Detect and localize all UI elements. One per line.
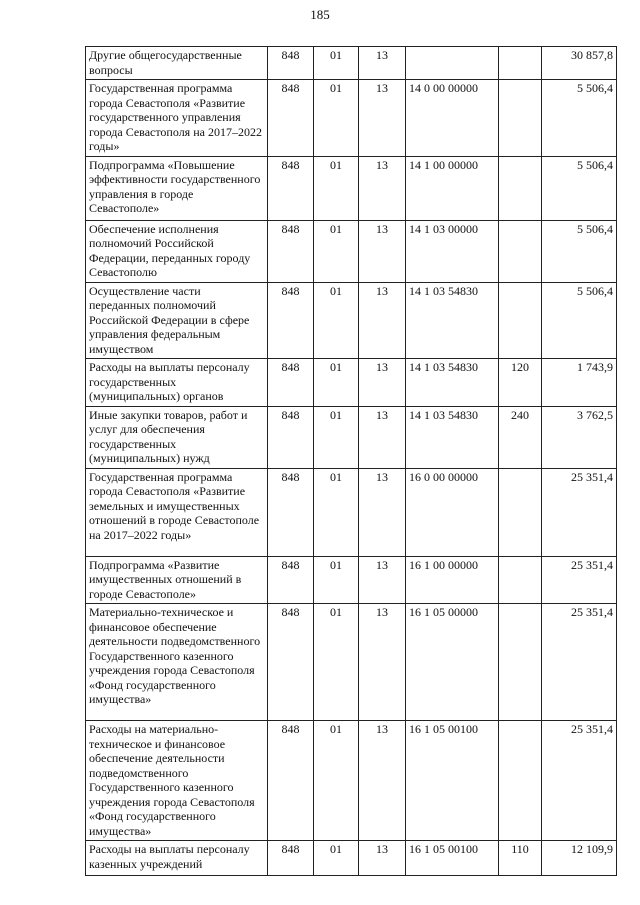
row-ved: 848 [268, 80, 314, 157]
row-pr: 13 [359, 156, 406, 220]
row-rz: 01 [314, 406, 359, 468]
row-ved: 848 [268, 406, 314, 468]
row-rz: 01 [314, 468, 359, 556]
row-sum: 5 506,4 [542, 220, 617, 282]
row-csr: 14 1 03 54830 [406, 359, 499, 407]
row-vr [499, 604, 542, 721]
row-rz: 01 [314, 721, 359, 841]
row-name: Иные закупки товаров, работ и услуг для обеспечения государственных (муниципальных) нужд [86, 406, 268, 468]
row-sum: 25 351,4 [542, 468, 617, 556]
row-name: Расходы на выплаты персоналу государственных (муниципальных) органов [86, 359, 268, 407]
page-number: 185 [310, 7, 330, 22]
row-ved: 848 [268, 721, 314, 841]
row-pr: 13 [359, 359, 406, 407]
row-vr [499, 220, 542, 282]
row-csr: 14 0 00 00000 [406, 80, 499, 157]
table-row [86, 220, 617, 282]
row-ved: 848 [268, 556, 314, 604]
budget-table [85, 46, 617, 876]
row-rz: 01 [314, 220, 359, 282]
row-vr: 120 [499, 359, 542, 407]
table-row [86, 468, 617, 556]
row-name: Другие общегосударственные вопросы [86, 47, 268, 80]
row-pr: 13 [359, 721, 406, 841]
row-csr: 16 1 05 00100 [406, 841, 499, 876]
row-vr [499, 156, 542, 220]
row-csr [406, 47, 499, 80]
table-row [86, 156, 617, 220]
row-sum: 30 857,8 [542, 47, 617, 80]
table-row [86, 80, 617, 157]
row-ved: 848 [268, 841, 314, 876]
table-row [86, 359, 617, 407]
row-name: Материально-техническое и финансовое обеспечение деятельности подведомственного Государственного казенного учреждения города Севастополя «Фонд государственного имущества» [86, 604, 268, 721]
row-ved: 848 [268, 604, 314, 721]
row-sum: 25 351,4 [542, 556, 617, 604]
row-sum: 25 351,4 [542, 721, 617, 841]
row-vr [499, 468, 542, 556]
row-name: Осуществление части переданных полномочий Российской Федерации в сфере управления федеральным имуществом [86, 282, 268, 359]
row-csr: 14 1 03 54830 [406, 282, 499, 359]
row-pr: 13 [359, 220, 406, 282]
row-rz: 01 [314, 556, 359, 604]
row-name: Подпрограмма «Повышение эффективности государственного управления в городе Севастополе» [86, 156, 268, 220]
row-sum: 1 743,9 [542, 359, 617, 407]
table-row [86, 841, 617, 876]
table-row [86, 556, 617, 604]
row-csr: 16 0 00 00000 [406, 468, 499, 556]
row-rz: 01 [314, 80, 359, 157]
row-vr: 110 [499, 841, 542, 876]
row-ved: 848 [268, 220, 314, 282]
row-ved: 848 [268, 156, 314, 220]
table-row [86, 406, 617, 468]
row-vr [499, 47, 542, 80]
table-row [86, 604, 617, 721]
row-rz: 01 [314, 604, 359, 721]
row-pr: 13 [359, 47, 406, 80]
row-name: Расходы на выплаты персоналу казенных учреждений [86, 841, 268, 876]
row-csr: 16 1 00 00000 [406, 556, 499, 604]
row-vr [499, 556, 542, 604]
row-ved: 848 [268, 47, 314, 80]
row-pr: 13 [359, 604, 406, 721]
row-csr: 14 1 03 54830 [406, 406, 499, 468]
row-sum: 5 506,4 [542, 80, 617, 157]
table-row [86, 47, 617, 80]
row-csr: 16 1 05 00000 [406, 604, 499, 721]
row-pr: 13 [359, 468, 406, 556]
table-row [86, 721, 617, 841]
row-rz: 01 [314, 841, 359, 876]
row-sum: 3 762,5 [542, 406, 617, 468]
row-sum: 5 506,4 [542, 282, 617, 359]
row-sum: 12 109,9 [542, 841, 617, 876]
row-pr: 13 [359, 406, 406, 468]
table-row [86, 282, 617, 359]
row-name: Расходы на материально-техническое и финансовое обеспечение деятельности подведомственного Государственного казенного учреждения города Севастополя «Фонд государственного имущества» [86, 721, 268, 841]
row-vr [499, 282, 542, 359]
row-pr: 13 [359, 556, 406, 604]
row-name: Подпрограмма «Развитие имущественных отношений в городе Севастополе» [86, 556, 268, 604]
row-csr: 14 1 03 00000 [406, 220, 499, 282]
row-rz: 01 [314, 282, 359, 359]
row-name: Государственная программа города Севастополя «Развитие государственного управления города Севастополя на 2017–2022 годы» [86, 80, 268, 157]
row-csr: 14 1 00 00000 [406, 156, 499, 220]
row-vr [499, 80, 542, 157]
row-ved: 848 [268, 282, 314, 359]
row-pr: 13 [359, 282, 406, 359]
row-vr [499, 721, 542, 841]
row-name: Обеспечение исполнения полномочий Российской Федерации, переданных городу Севастополю [86, 220, 268, 282]
row-rz: 01 [314, 47, 359, 80]
row-sum: 25 351,4 [542, 604, 617, 721]
row-ved: 848 [268, 359, 314, 407]
row-csr: 16 1 05 00100 [406, 721, 499, 841]
row-vr: 240 [499, 406, 542, 468]
row-pr: 13 [359, 80, 406, 157]
row-rz: 01 [314, 359, 359, 407]
row-ved: 848 [268, 468, 314, 556]
row-pr: 13 [359, 841, 406, 876]
row-sum: 5 506,4 [542, 156, 617, 220]
row-rz: 01 [314, 156, 359, 220]
row-name: Государственная программа города Севастополя «Развитие земельных и имущественных отношений в городе Севастополе на 2017–2022 годы» [86, 468, 268, 556]
